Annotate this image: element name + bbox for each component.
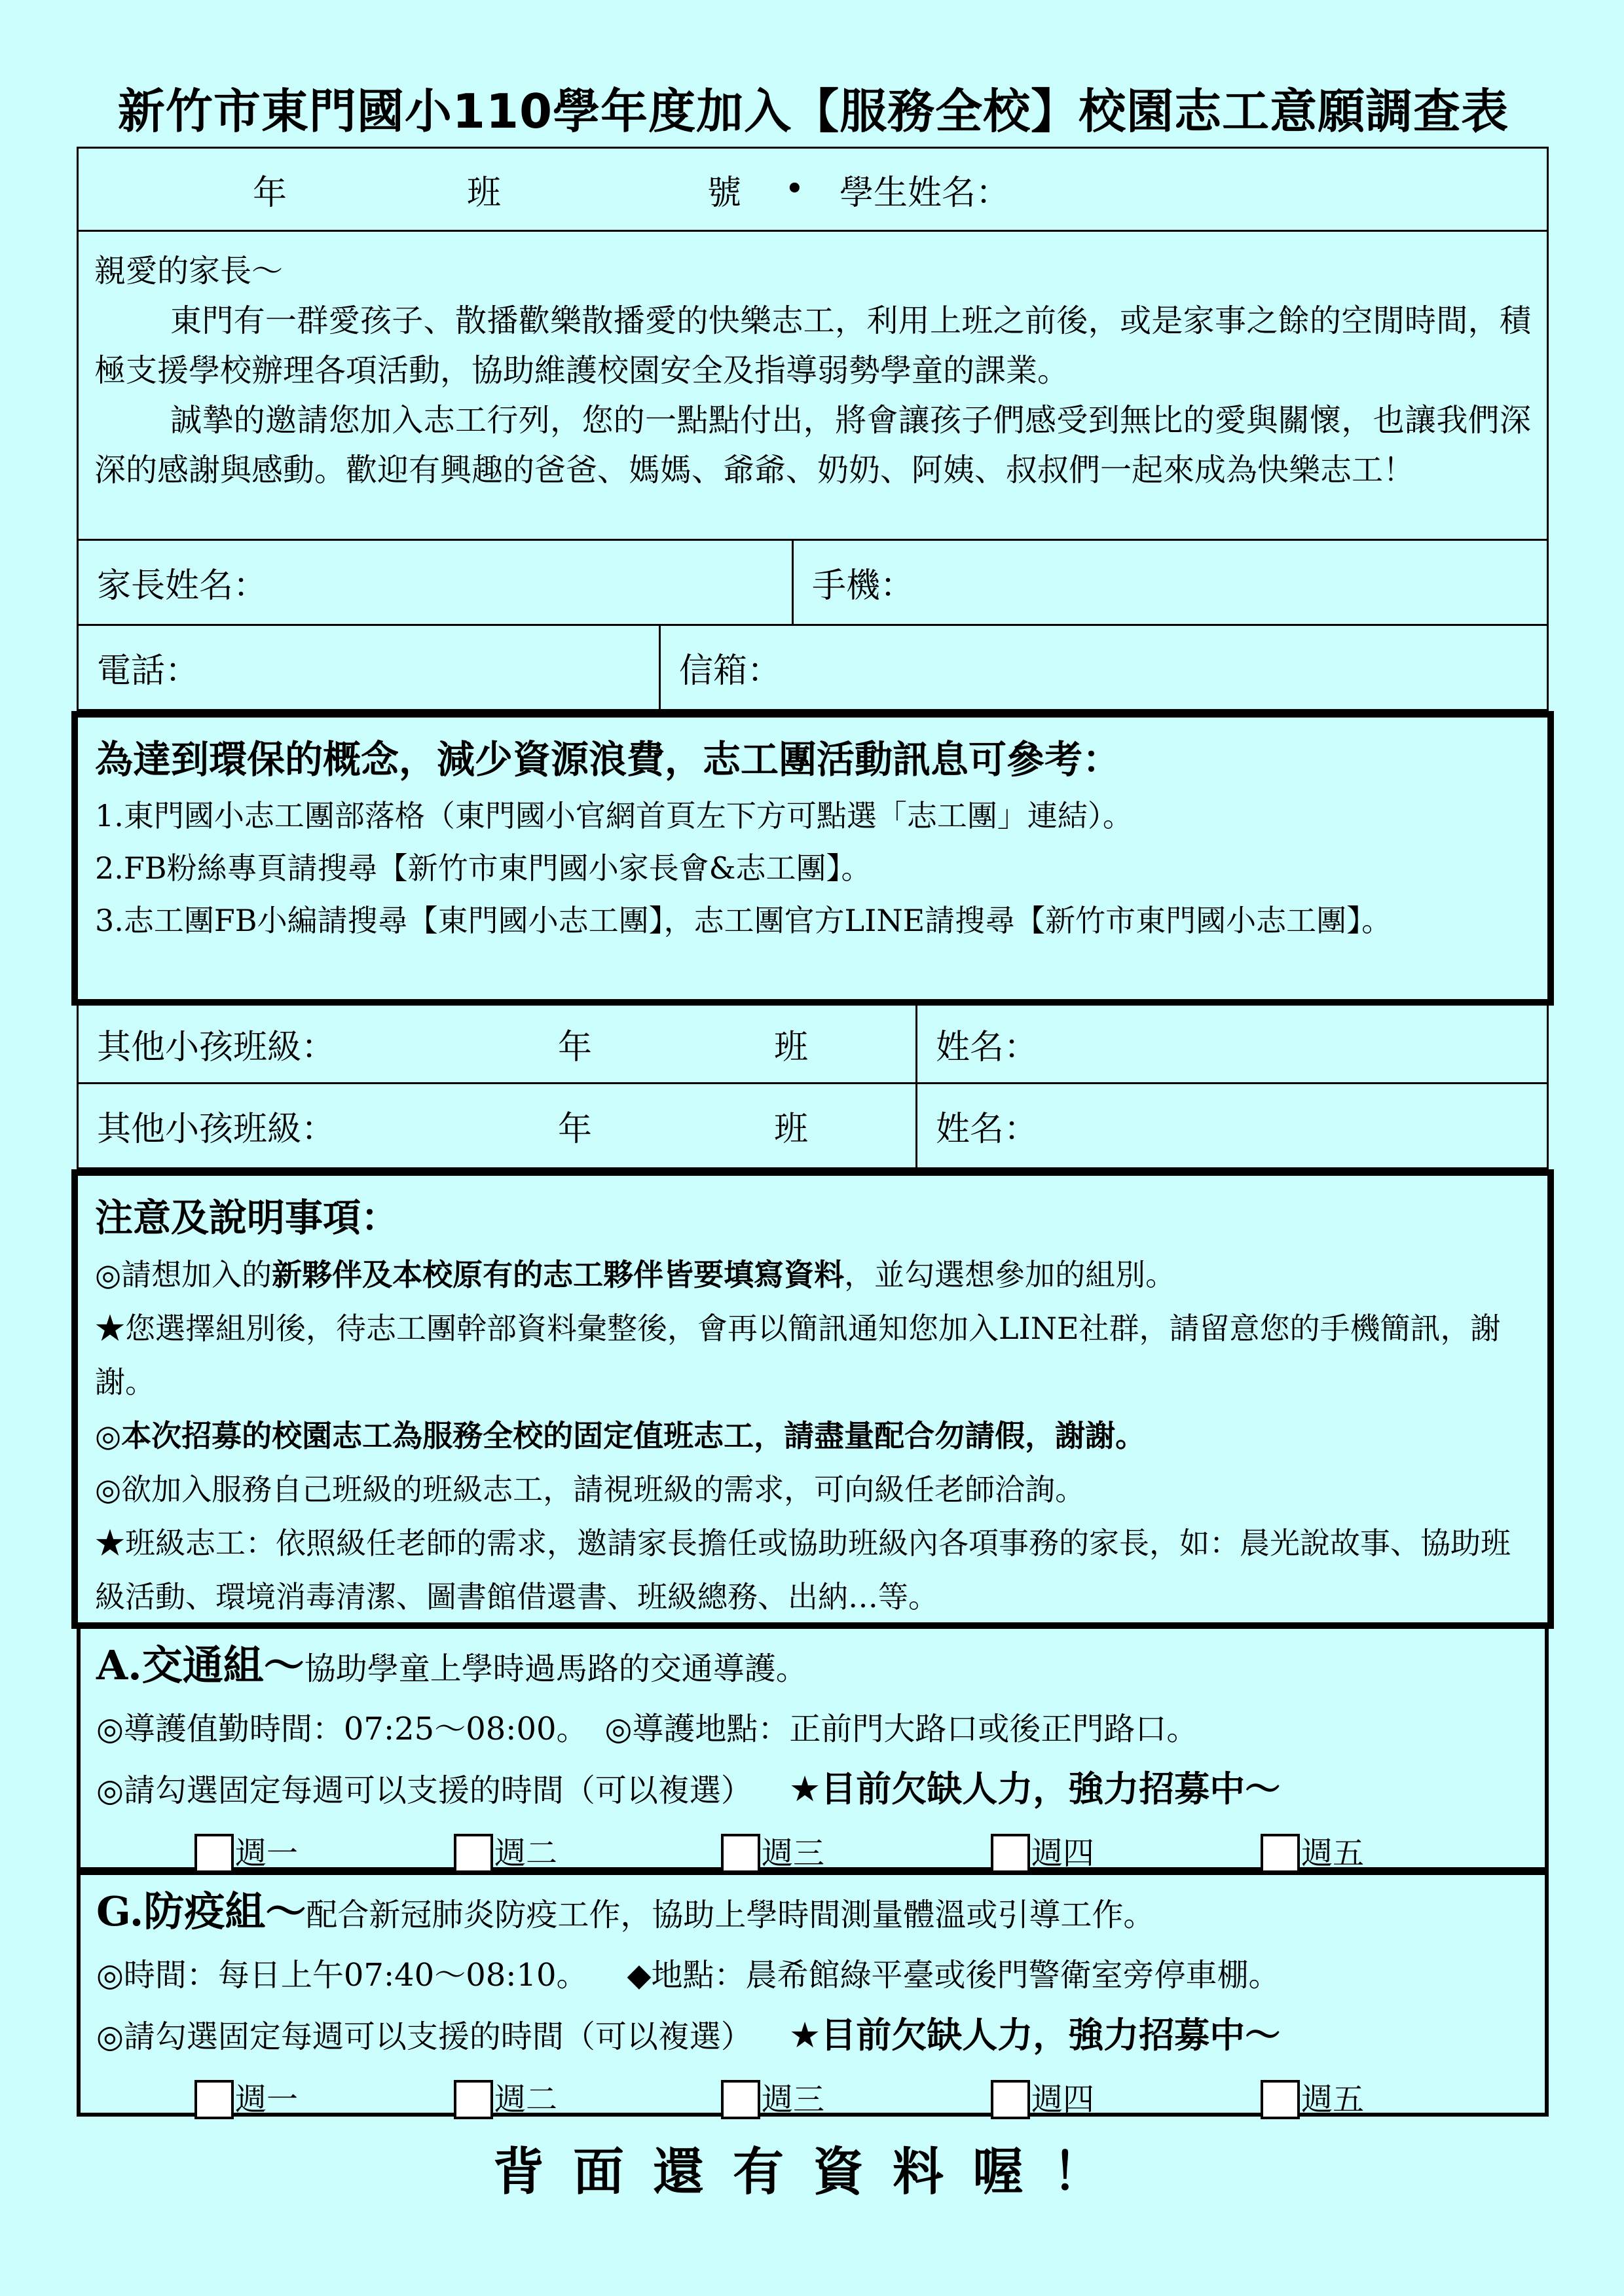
group-a-place: ◎導護地點：正前門大路口或後正門路口。: [604, 1711, 1198, 1747]
day-label: 週三: [762, 1835, 825, 1872]
phone-field[interactable]: [79, 626, 659, 709]
checkbox[interactable]: [194, 1834, 234, 1873]
grade-label: 年: [253, 173, 287, 213]
day-label: 週一: [235, 1835, 299, 1872]
other-child-grade: 年: [558, 1110, 593, 1149]
other-child-label: 其他小孩班級：: [97, 1028, 336, 1067]
checkbox[interactable]: [194, 2080, 234, 2119]
day-label: 週五: [1301, 1835, 1365, 1872]
other-child-row: [77, 1084, 1549, 1169]
note-item: ★班級志工：依照級任老師的需求，邀請家長擔任或協助班級內各項事務的家長，如：晨光說故事、協助班級活動、環境消毒清潔、圖書館借還書、班級總務、出納…等。: [95, 1525, 1511, 1614]
day-label: 週二: [494, 2081, 558, 2118]
other-child-class: 班: [774, 1110, 809, 1149]
letter-to-parents: [77, 232, 1549, 541]
eco-item: 1.東門國小志工團部落格（東門國小官網首頁左下方可點選「志工團」連結）。: [95, 798, 1133, 833]
group-g-epidemic: [77, 1871, 1549, 2117]
group-g-time: ◎時間：每日上午07:40～08:10。: [96, 1957, 588, 1994]
day-option[interactable]: [194, 2069, 298, 2130]
group-a-title: A.交通組～: [96, 1641, 304, 1689]
mobile-label: 手機：: [812, 566, 915, 606]
footer-note: 背面還有資料喔！: [492, 2142, 1132, 2202]
checkbox[interactable]: [1261, 2080, 1300, 2119]
day-option[interactable]: [1261, 2069, 1364, 2130]
day-label: 週二: [494, 1835, 558, 1872]
eco-box-title: 為達到環保的概念，減少資源浪費，志工團活動訊息可參考：: [95, 737, 1121, 782]
note1-suffix: ，並勾選想參加的組別。: [844, 1257, 1176, 1292]
phone-label: 電話：: [97, 651, 200, 691]
bullet-separator: •: [784, 170, 805, 209]
checkbox[interactable]: [721, 1834, 760, 1873]
other-child-name-field[interactable]: [915, 1006, 1547, 1082]
letter-paragraph-1: 東門有一群愛孩子、散播歡樂散播愛的快樂志工，利用上班之前後，或是家事之餘的空閒時間，積極支援學校辦理各項活動，協助維護校園安全及指導弱勢學童的課業。: [94, 302, 1531, 389]
day-option[interactable]: [991, 1823, 1094, 1884]
day-option[interactable]: [991, 2069, 1094, 2130]
other-child-label: 其他小孩班級：: [97, 1110, 336, 1149]
notes-box: [71, 1169, 1554, 1629]
checkbox[interactable]: [991, 2080, 1030, 2119]
other-child-name-label: 姓名：: [936, 1110, 1039, 1149]
group-g-choose: ◎請勾選固定每週可以支援的時間（可以複選）: [96, 2018, 752, 2055]
day-option[interactable]: [194, 1823, 298, 1884]
email-label: 信箱：: [679, 651, 782, 691]
eco-item: 2.FB粉絲專頁請搜尋【新竹市東門國小家長會&志工團】。: [95, 850, 872, 886]
parent-name-label: 家長姓名：: [97, 566, 268, 606]
day-option[interactable]: [721, 2069, 824, 2130]
letter-greeting: 親愛的家長～: [94, 253, 284, 289]
day-option[interactable]: [1261, 1823, 1364, 1884]
other-child-class-field[interactable]: [79, 1084, 915, 1167]
group-a-traffic: [77, 1629, 1549, 1871]
day-label: 週三: [762, 2081, 825, 2118]
day-option[interactable]: [454, 2069, 557, 2130]
note1-prefix: ◎請想加入的: [95, 1257, 272, 1292]
group-a-time: ◎導護值勤時間：07:25～08:00。: [96, 1711, 588, 1747]
checkbox[interactable]: [991, 1834, 1030, 1873]
student-info-row[interactable]: [77, 147, 1549, 232]
other-child-name-field[interactable]: [915, 1084, 1547, 1167]
form-title: 新竹市東門國小110學年度加入【服務全校】校園志工意願調查表: [117, 84, 1509, 139]
group-g-day-options: [96, 2067, 1529, 2132]
other-child-class-field[interactable]: [79, 1006, 915, 1082]
group-g-recruit: ★目前欠缺人力，強力招募中～: [788, 2014, 1281, 2056]
parent-name-row: [77, 541, 1549, 626]
group-g-title: G.防疫組～: [96, 1887, 306, 1935]
checkbox[interactable]: [1261, 1834, 1300, 1873]
other-child-name-label: 姓名：: [936, 1028, 1039, 1067]
other-child-grade: 年: [558, 1028, 593, 1067]
number-label: 號: [707, 173, 742, 213]
survey-form: [77, 147, 1549, 2117]
class-label: 班: [467, 173, 502, 213]
parent-name-field[interactable]: [79, 541, 792, 624]
note-item: ★您選擇組別後，待志工團幹部資料彙整後，會再以簡訊通知您加入LINE社群，請留意您的手機簡訊，謝謝。: [95, 1311, 1501, 1400]
group-g-place: ◆地點：晨希館綠平臺或後門警衛室旁停車棚。: [627, 1957, 1280, 1994]
note1-bold: 新夥伴及本校原有的志工夥伴皆要填寫資料: [272, 1257, 845, 1292]
letter-paragraph-2: 誠摯的邀請您加入志工行列，您的一點點付出，將會讓孩子們感受到無比的愛與關懷，也讓我們深深的感謝與感動。歡迎有興趣的爸爸、媽媽、爺爺、奶奶、阿姨、叔叔們一起來成為快樂志工！: [94, 402, 1531, 488]
checkbox[interactable]: [721, 2080, 760, 2119]
student-name-label: 學生姓名：: [840, 173, 1010, 213]
other-child-row: [77, 1006, 1549, 1084]
eco-info-box: [71, 711, 1554, 1006]
other-child-class: 班: [774, 1028, 809, 1067]
day-label: 週五: [1301, 2081, 1365, 2118]
mobile-field[interactable]: [792, 541, 1547, 624]
day-label: 週四: [1031, 2081, 1095, 2118]
note-item: ◎本次招募的校園志工為服務全校的固定值班志工，請盡量配合勿請假，謝謝。: [95, 1418, 1146, 1453]
contact-row: [77, 626, 1549, 711]
checkbox[interactable]: [454, 1834, 493, 1873]
note-item: [95, 1248, 1530, 1302]
group-a-recruit: ★目前欠缺人力，強力招募中～: [788, 1768, 1281, 1810]
day-label: 週一: [235, 2081, 299, 2118]
eco-item: 3.志工團FB小編請搜尋【東門國小志工團】，志工團官方LINE請搜尋【新竹市東門國小志工團】。: [95, 903, 1392, 938]
group-a-choose: ◎請勾選固定每週可以支援的時間（可以複選）: [96, 1772, 752, 1809]
group-g-desc: 配合新冠肺炎防疫工作，協助上學時間測量體溫或引導工作。: [306, 1897, 1155, 1933]
checkbox[interactable]: [454, 2080, 493, 2119]
group-a-desc: 協助學童上學時過馬路的交通導護。: [304, 1650, 807, 1687]
note-item: ◎欲加入服務自己班級的班級志工，請視班級的需求，可向級任老師洽詢。: [95, 1472, 1086, 1507]
notes-box-title: 注意及說明事項：: [95, 1195, 399, 1240]
email-field[interactable]: [659, 626, 1547, 709]
day-option[interactable]: [721, 1823, 824, 1884]
day-option[interactable]: [454, 1823, 557, 1884]
day-label: 週四: [1031, 1835, 1095, 1872]
